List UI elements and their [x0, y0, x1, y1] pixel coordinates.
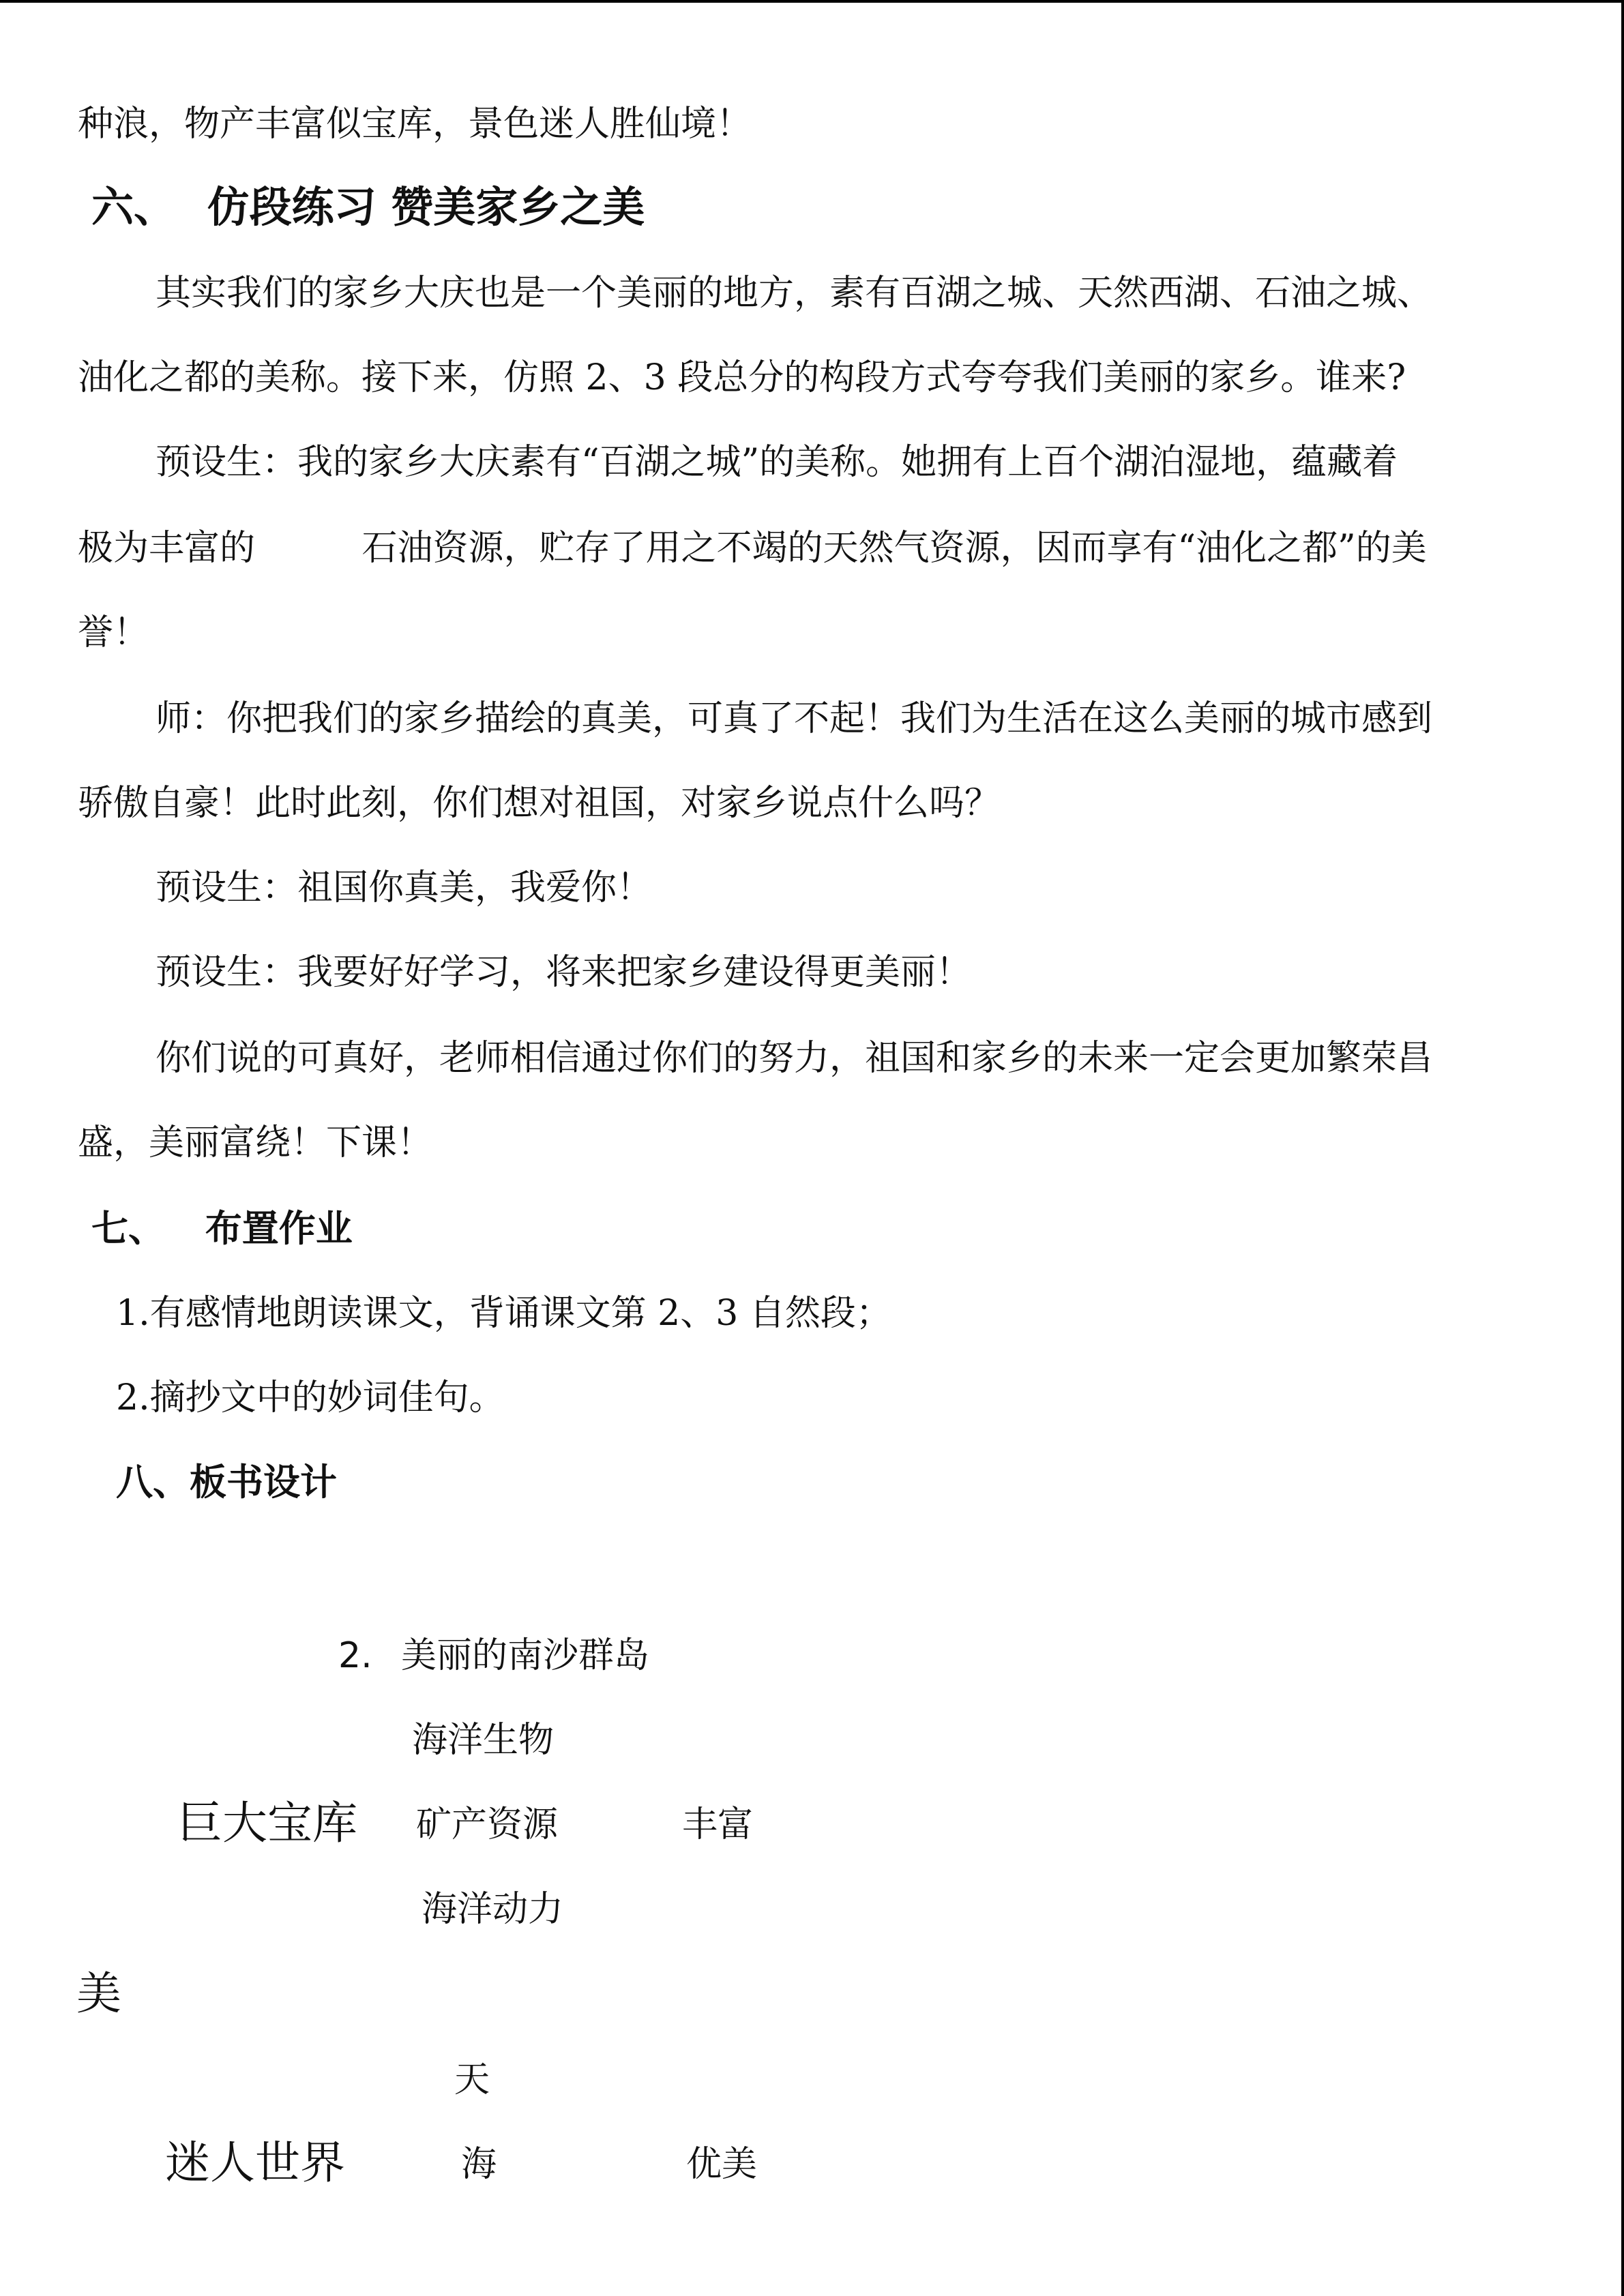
- paragraph-line: 预设生：我的家乡大庆素有“百湖之城”的美称。她拥有上百个湖泊湿地，蕴藏着: [156, 442, 1398, 483]
- paragraph-line: 种浪，物产丰富似宝库，景色迷人胜仙境！: [78, 104, 752, 145]
- board-number: 2.: [338, 1635, 372, 1676]
- board-item: 矿产资源: [416, 1804, 559, 1845]
- paragraph-line: 盛，美丽富绕！下课！: [78, 1122, 433, 1163]
- board-item: 海洋生物: [412, 1720, 555, 1761]
- board-result: 丰富: [682, 1804, 754, 1845]
- board-main-word: 美: [76, 1967, 121, 2020]
- paragraph-line: 预设生：我要好好学习，将来把家乡建设得更美丽！: [156, 952, 972, 993]
- section-number: 六、: [91, 182, 177, 232]
- section-heading-8: 八、板书设计: [116, 1461, 337, 1504]
- board-item: 海洋动力: [422, 1889, 564, 1930]
- paragraph-fragment: 石油资源，贮存了用之不竭的天然气资源，因而享有“油化之都”的美: [361, 528, 1427, 569]
- section-heading-7: [91, 1207, 353, 1251]
- paragraph-line: 誉！: [78, 612, 149, 653]
- paragraph-line: 你们说的可真好，老师相信通过你们的努力，祖国和家乡的未来一定会更加繁荣昌: [156, 1038, 1433, 1079]
- paragraph-line: [78, 526, 1427, 570]
- homework-item: 1.有感情地朗读课文，背诵课文第 2、3 自然段；: [116, 1293, 891, 1334]
- section-title: 布置作业: [205, 1207, 353, 1250]
- paragraph-line: 预设生：祖国你真美，我爱你！: [156, 867, 653, 908]
- board-result: 优美: [686, 2144, 758, 2185]
- board-item: 海: [461, 2144, 497, 2185]
- paragraph-line: 其实我们的家乡大庆也是一个美丽的地方，素有百湖之城、天然西湖、石油之城、: [156, 273, 1433, 314]
- paragraph-line: 油化之都的美称。接下来，仿照 2、3 段总分的构段方式夸夸我们美丽的家乡。谁来?: [78, 357, 1406, 398]
- board-title: 美丽的南沙群岛: [401, 1635, 650, 1676]
- paragraph-line: 骄傲自豪！此时此刻，你们想对祖国，对家乡说点什么吗？: [78, 783, 1001, 824]
- board-item: 天: [454, 2059, 490, 2100]
- paragraph-fragment: 极为丰富的: [78, 528, 256, 569]
- section-title: 仿段练习 赞美家乡之美: [207, 182, 645, 232]
- board-label: 巨大宝库: [177, 1797, 357, 1849]
- paragraph-line: 师：你把我们的家乡描绘的真美，可真了不起！我们为生活在这么美丽的城市感到: [156, 698, 1433, 739]
- section-number: 七、: [91, 1207, 165, 1250]
- homework-item: 2.摘抄文中的妙词佳句。: [116, 1377, 505, 1418]
- board-label: 迷人世界: [165, 2136, 345, 2189]
- section-heading-6: [91, 182, 645, 232]
